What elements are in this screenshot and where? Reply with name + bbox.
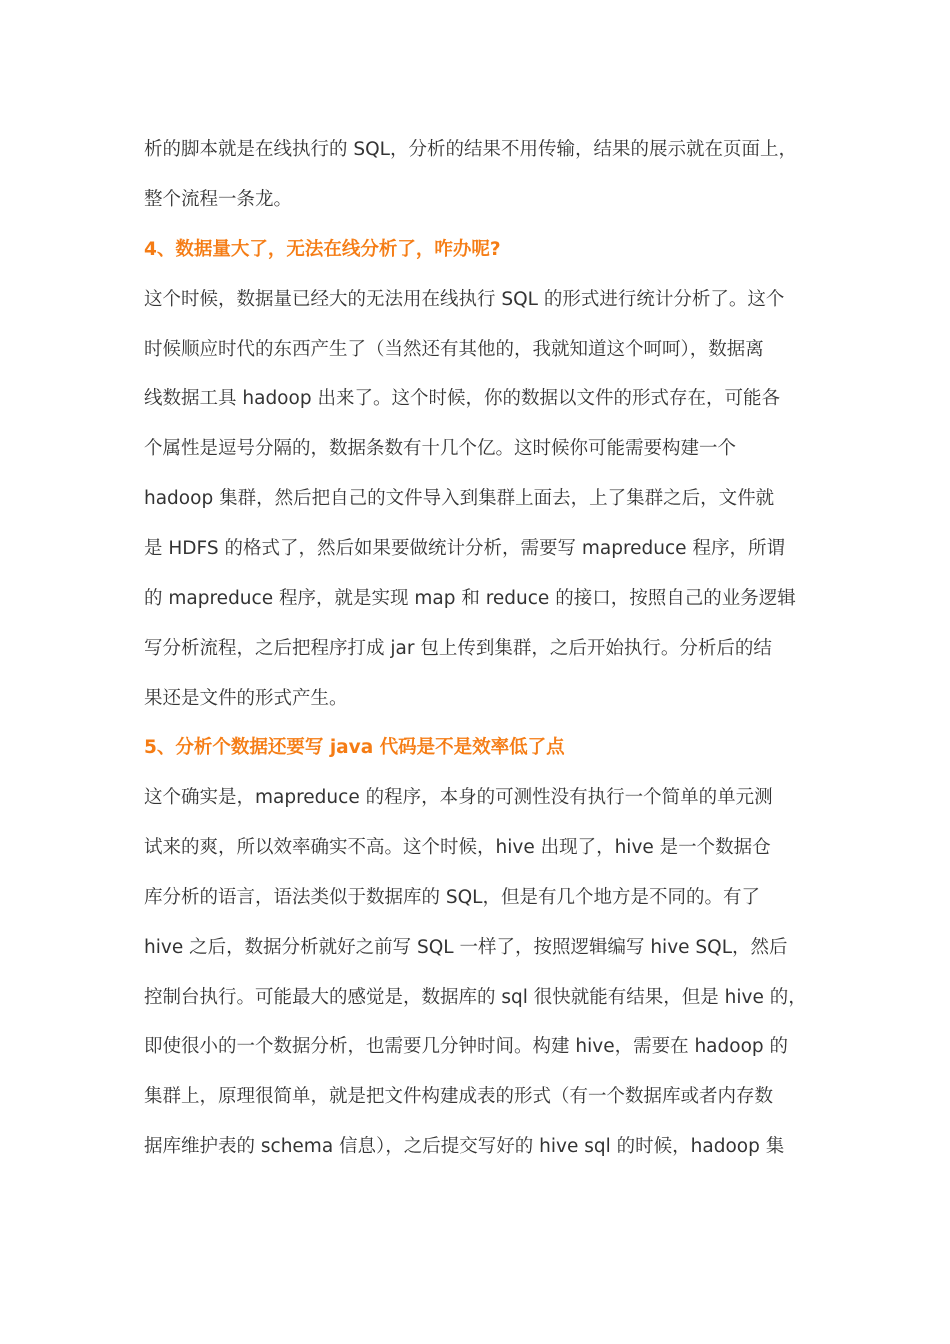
body-text-line: 即使很小的一个数据分析，也需要几分钟时间。构建 hive，需要在 hadoop 的	[144, 1036, 789, 1057]
body-text-line: 这个确实是，mapreduce 的程序，本身的可测性没有执行一个简单的单元测	[144, 787, 773, 808]
body-text-line: 是 HDFS 的格式了，然后如果要做统计分析，需要写 mapreduce 程序，所谓	[144, 538, 785, 559]
body-text-line: 个属性是逗号分隔的，数据条数有十几个亿。这时候你可能需要构建一个	[144, 438, 737, 459]
body-text-line: 的 mapreduce 程序，就是实现 map 和 reduce 的接口，按照自己的业务逻辑	[144, 588, 796, 609]
body-text-line: 试来的爽，所以效率确实不高。这个时候，hive 出现了，hive 是一个数据仓	[144, 837, 771, 858]
body-text-line: 据库维护表的 schema 信息），之后提交写好的 hive sql 的时候，hadoop 集	[144, 1136, 785, 1157]
section-heading: 4、数据量大了，无法在线分析了，咋办呢?	[144, 239, 501, 260]
body-text-line: 这个时候，数据量已经大的无法用在线执行 SQL 的形式进行统计分析了。这个	[144, 289, 785, 310]
body-text-line: 时候顺应时代的东西产生了（当然还有其他的，我就知道这个呵呵），数据离	[144, 339, 764, 360]
body-text-line: 控制台执行。可能最大的感觉是，数据库的 sql 很快就能有结果，但是 hive 的，	[144, 987, 807, 1008]
body-text-line: hive 之后，数据分析就好之前写 SQL 一样了，按照逻辑编写 hive SQL，然后	[144, 937, 788, 958]
body-text-line: 集群上，原理很简单，就是把文件构建成表的形式（有一个数据库或者内存数	[144, 1086, 774, 1107]
body-text-line: 线数据工具 hadoop 出来了。这个时候，你的数据以文件的形式存在，可能各	[144, 388, 780, 409]
body-text-line: 析的脚本就是在线执行的 SQL，分析的结果不用传输，结果的展示就在页面上，	[144, 139, 797, 160]
body-text-line: 整个流程一条龙。	[144, 189, 293, 210]
body-text-line: 写分析流程，之后把程序打成 jar 包上传到集群，之后开始执行。分析后的结	[144, 638, 772, 659]
body-text-line: 库分析的语言，语法类似于数据库的 SQL，但是有几个地方是不同的。有了	[144, 887, 760, 908]
section-heading: 5、分析个数据还要写 java 代码是不是效率低了点	[144, 737, 565, 758]
body-text-line: 果还是文件的形式产生。	[144, 688, 348, 709]
body-text-line: hadoop 集群，然后把自己的文件导入到集群上面去，上了集群之后，文件就	[144, 488, 775, 509]
